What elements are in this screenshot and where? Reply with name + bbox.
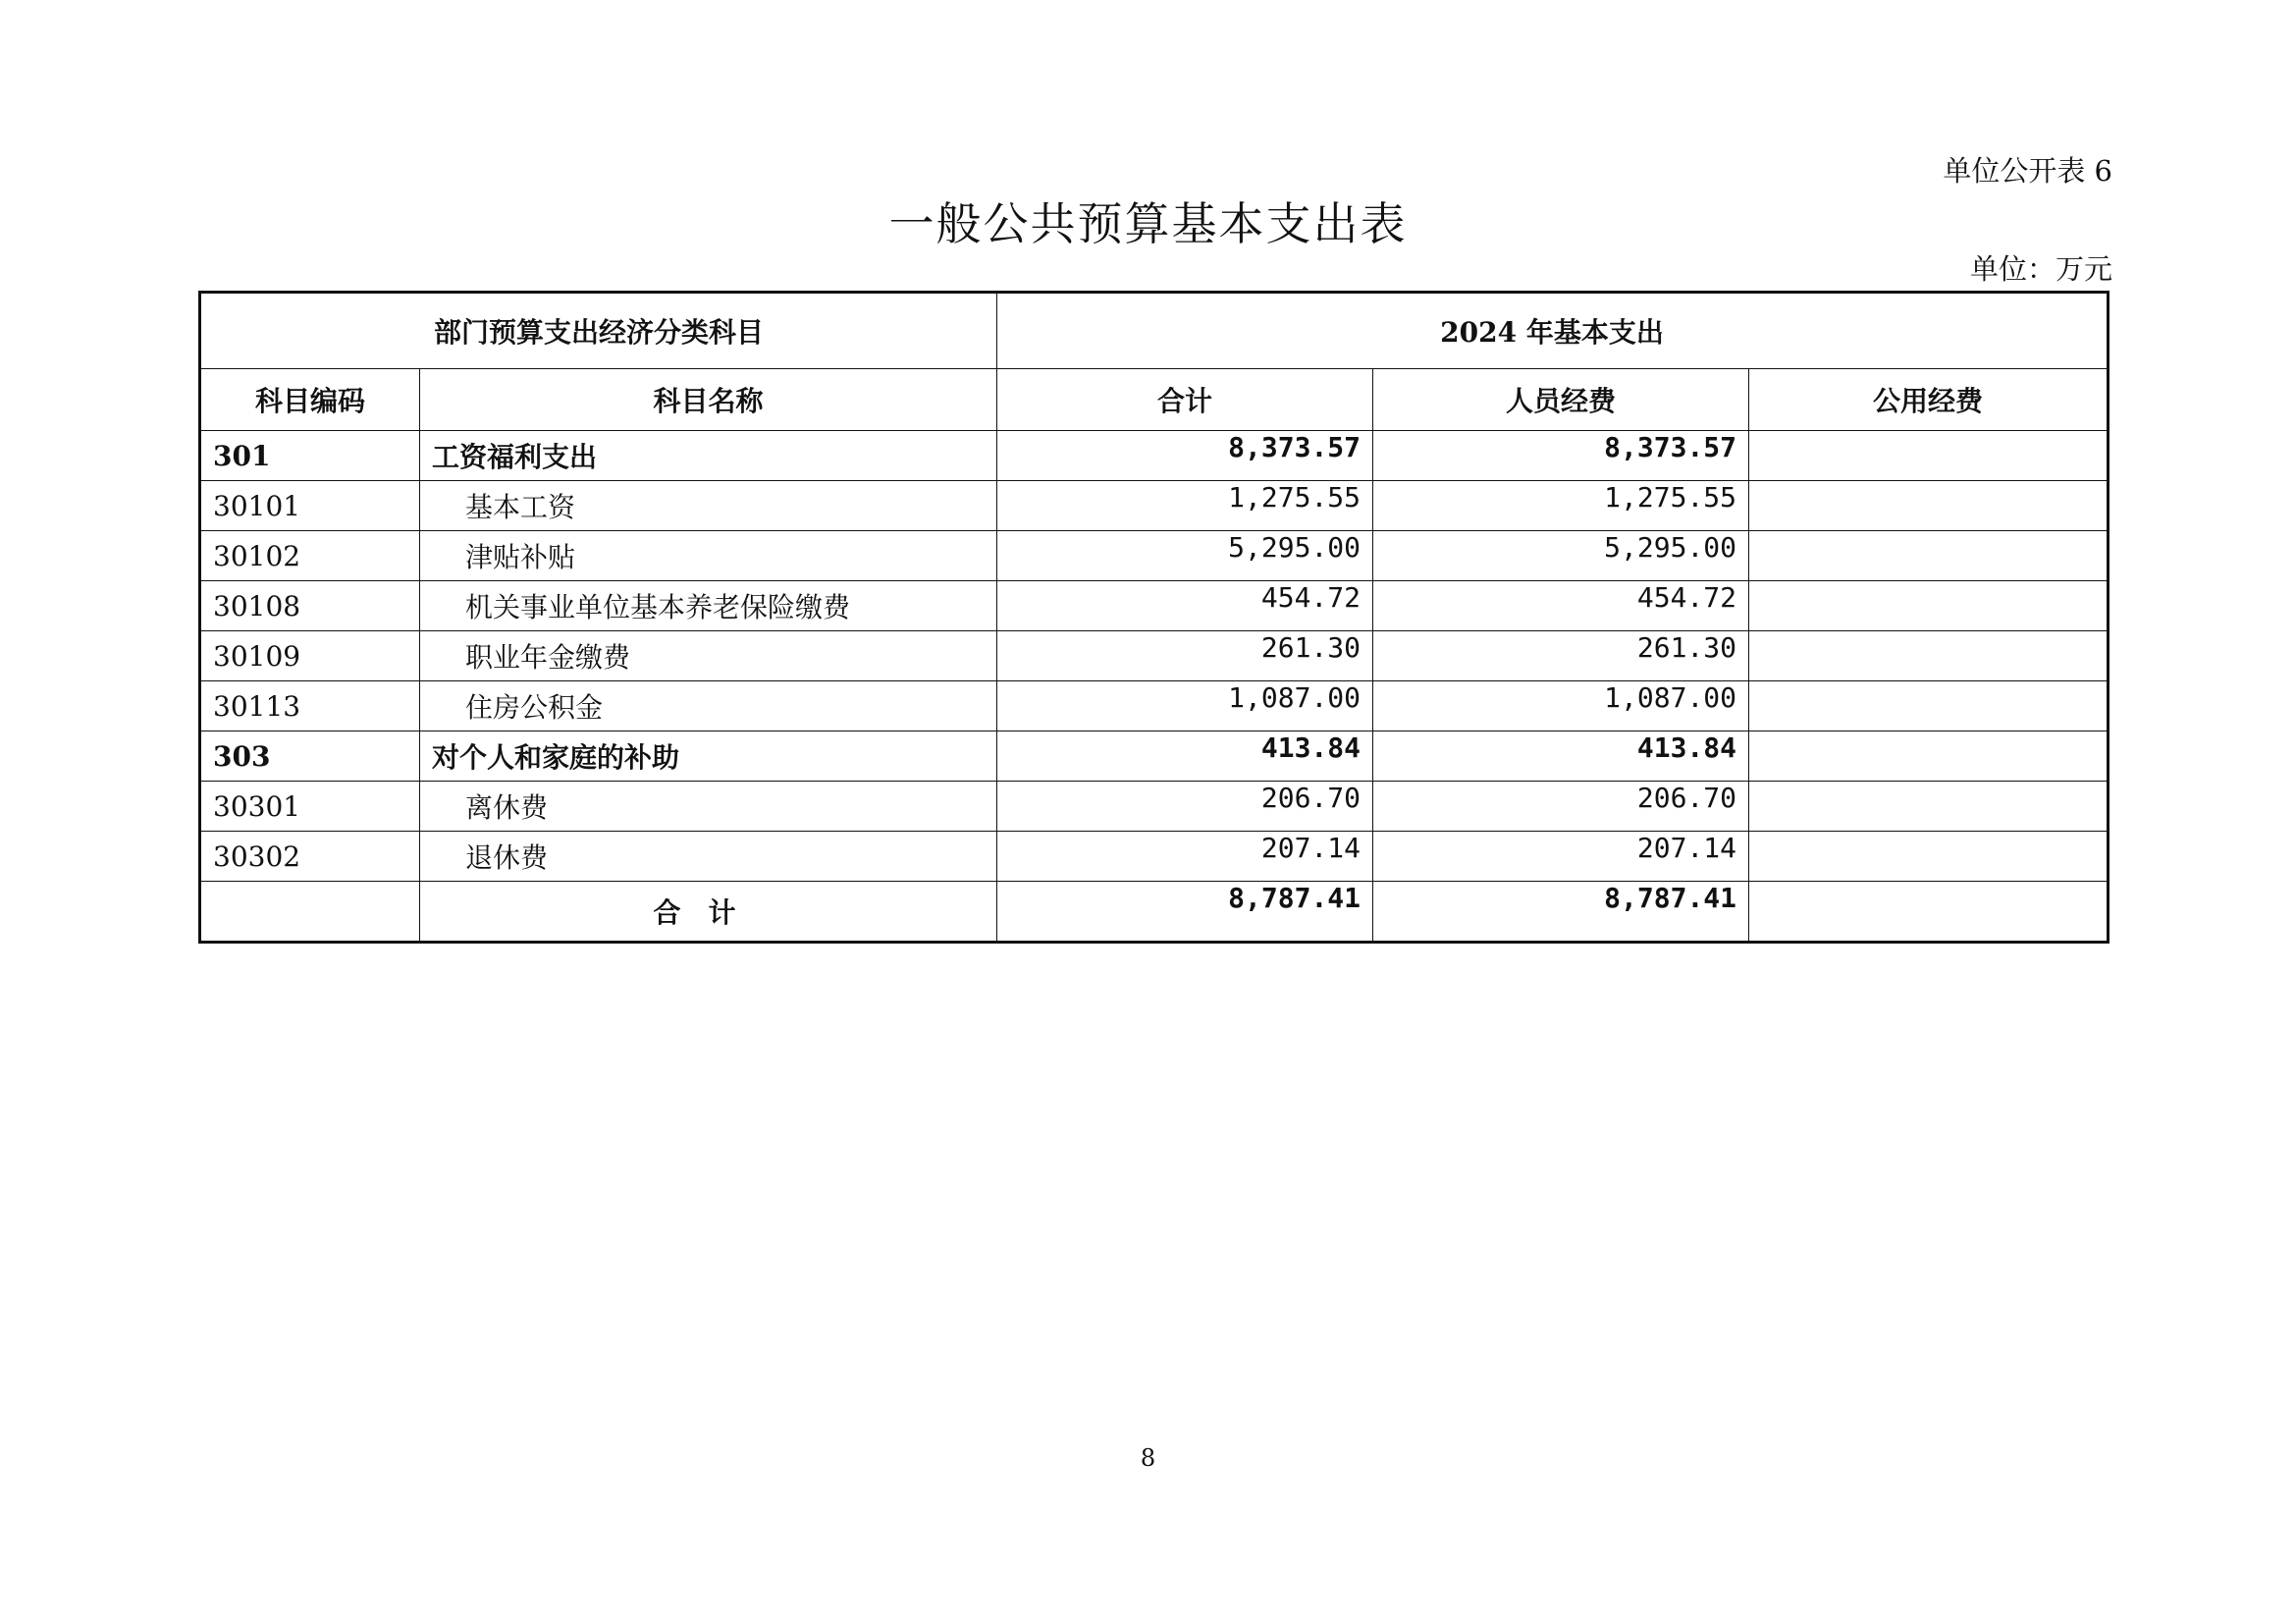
subject-name: 离休费 — [420, 782, 997, 832]
public-cell — [1749, 481, 2109, 531]
page-number: 8 — [1140, 1444, 1156, 1472]
grand-total-cell: 8,787.41 — [997, 882, 1373, 943]
header-code: 科目编码 — [200, 369, 420, 431]
subject-name: 退休费 — [420, 832, 997, 882]
table-row — [200, 581, 2109, 631]
personnel-cell: 8,373.57 — [1373, 431, 1749, 481]
grand-total-label: 合计 — [420, 882, 997, 943]
form-number: 单位公开表 6 — [1943, 154, 2112, 188]
total-cell: 8,373.57 — [997, 431, 1373, 481]
subject-code: 30101 — [200, 481, 420, 531]
grand-total-row — [200, 882, 2109, 943]
table-row — [200, 681, 2109, 731]
personnel-cell: 454.72 — [1373, 581, 1749, 631]
table-row — [200, 431, 2109, 481]
subject-code: 30108 — [200, 581, 420, 631]
total-cell: 1,275.55 — [997, 481, 1373, 531]
subject-name: 职业年金缴费 — [420, 631, 997, 681]
public-cell — [1749, 631, 2109, 681]
subject-code: 301 — [200, 431, 420, 481]
subject-code: 30102 — [200, 531, 420, 581]
total-cell: 413.84 — [997, 731, 1373, 782]
total-cell: 454.72 — [997, 581, 1373, 631]
table-row — [200, 531, 2109, 581]
subject-code: 30301 — [200, 782, 420, 832]
grand-total-public-cell — [1749, 882, 2109, 943]
subject-code: 30302 — [200, 832, 420, 882]
personnel-cell: 206.70 — [1373, 782, 1749, 832]
subject-name: 基本工资 — [420, 481, 997, 531]
personnel-cell: 1,275.55 — [1373, 481, 1749, 531]
subject-code: 30113 — [200, 681, 420, 731]
public-cell — [1749, 531, 2109, 581]
header-basic-expenditure: 2024 年基本支出 — [997, 293, 2109, 369]
personnel-cell: 1,087.00 — [1373, 681, 1749, 731]
public-cell — [1749, 731, 2109, 782]
total-cell: 261.30 — [997, 631, 1373, 681]
header-personnel: 人员经费 — [1373, 369, 1749, 431]
public-cell — [1749, 832, 2109, 882]
header-row-columns — [200, 369, 2109, 431]
public-cell — [1749, 782, 2109, 832]
personnel-cell: 261.30 — [1373, 631, 1749, 681]
budget-table — [198, 291, 2109, 944]
total-cell: 207.14 — [997, 832, 1373, 882]
subject-name: 住房公积金 — [420, 681, 997, 731]
personnel-cell: 207.14 — [1373, 832, 1749, 882]
public-cell — [1749, 681, 2109, 731]
subject-name: 对个人和家庭的补助 — [420, 731, 997, 782]
subject-name: 津贴补贴 — [420, 531, 997, 581]
page-title: 一般公共预算基本支出表 — [888, 197, 1408, 250]
header-row-group — [200, 293, 2109, 369]
total-cell: 206.70 — [997, 782, 1373, 832]
header-economic-classification: 部门预算支出经济分类科目 — [200, 293, 997, 369]
public-cell — [1749, 431, 2109, 481]
unit-label: 单位：万元 — [1969, 252, 2112, 286]
grand-total-personnel-cell: 8,787.41 — [1373, 882, 1749, 943]
total-cell: 1,087.00 — [997, 681, 1373, 731]
subject-code: 303 — [200, 731, 420, 782]
table-row — [200, 782, 2109, 832]
table-row — [200, 731, 2109, 782]
table-row — [200, 631, 2109, 681]
grand-total-code — [200, 882, 420, 943]
subject-name: 工资福利支出 — [420, 431, 997, 481]
public-cell — [1749, 581, 2109, 631]
personnel-cell: 413.84 — [1373, 731, 1749, 782]
header-public: 公用经费 — [1749, 369, 2109, 431]
table-row — [200, 832, 2109, 882]
personnel-cell: 5,295.00 — [1373, 531, 1749, 581]
subject-name: 机关事业单位基本养老保险缴费 — [420, 581, 997, 631]
total-cell: 5,295.00 — [997, 531, 1373, 581]
header-total: 合计 — [997, 369, 1373, 431]
header-name: 科目名称 — [420, 369, 997, 431]
table-row — [200, 481, 2109, 531]
subject-code: 30109 — [200, 631, 420, 681]
